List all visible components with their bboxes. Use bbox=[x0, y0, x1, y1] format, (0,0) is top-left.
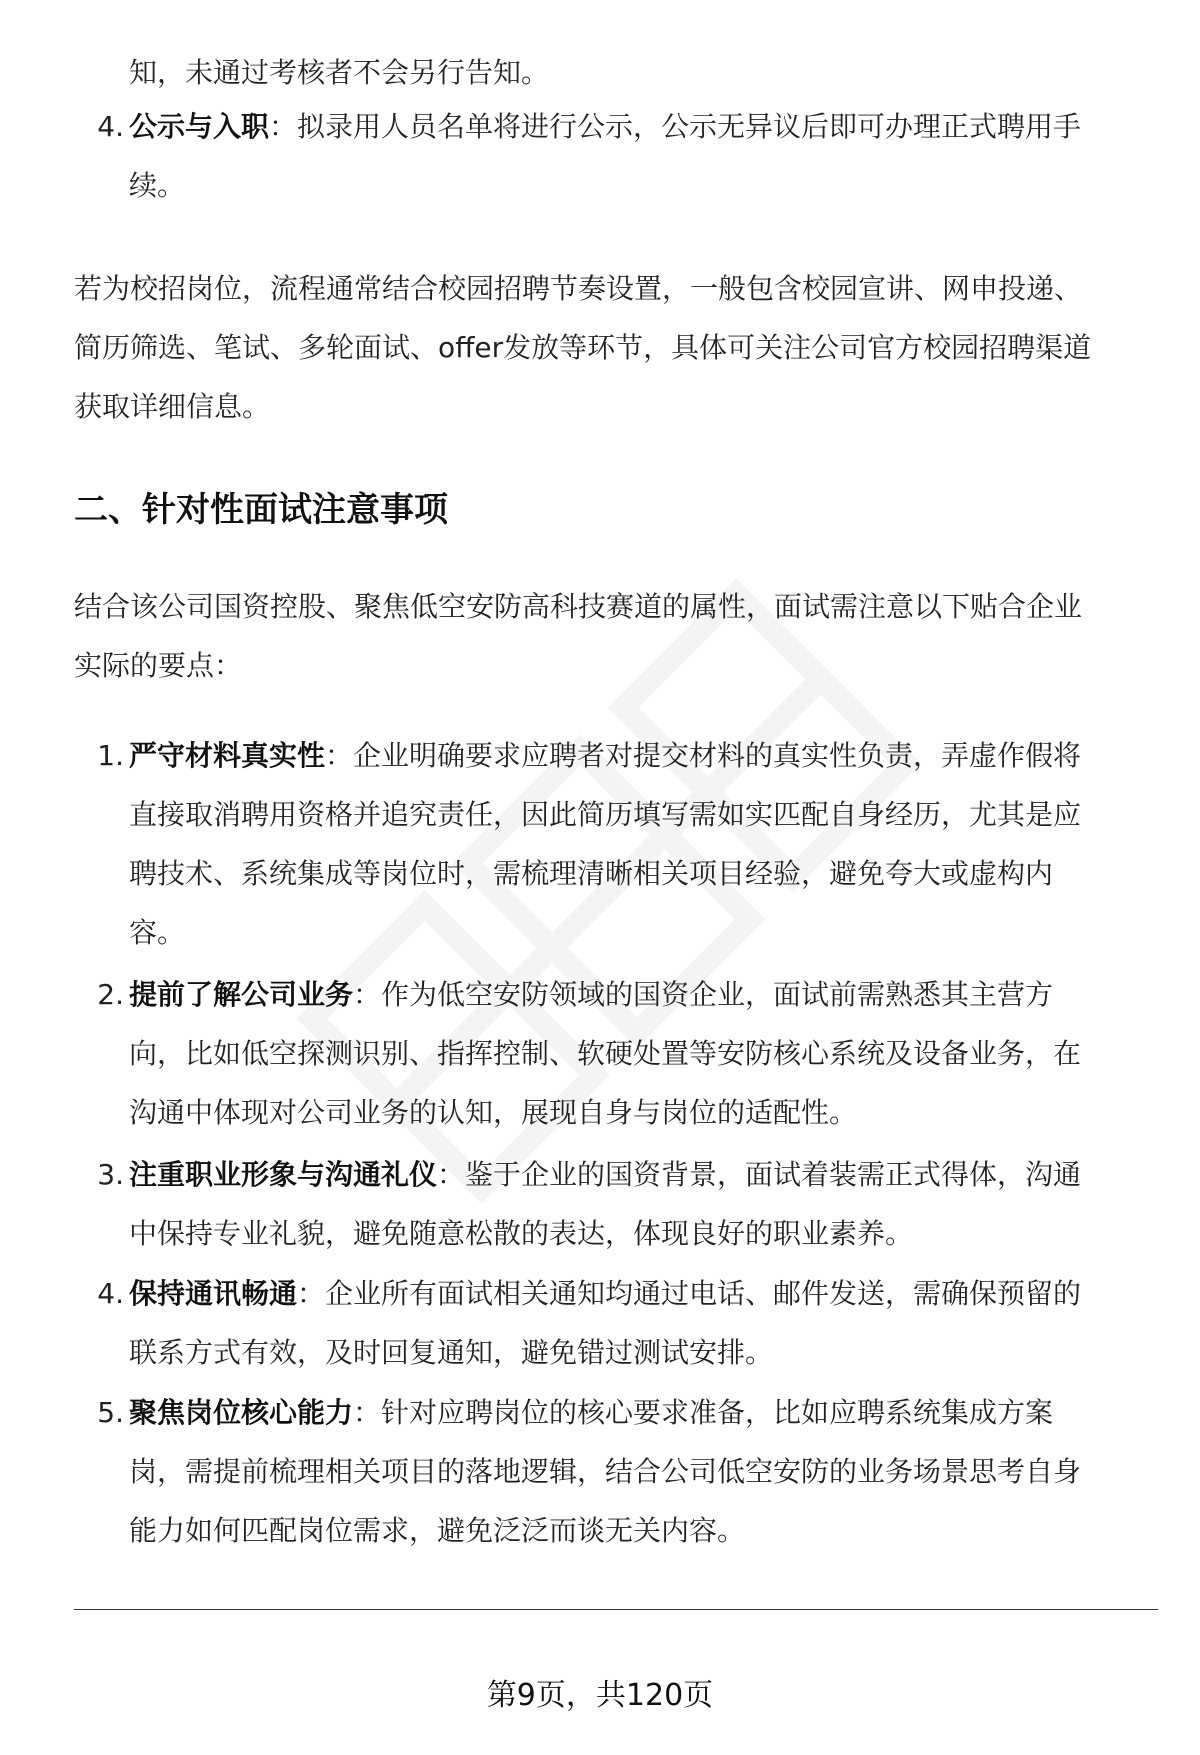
paragraph-line: 简历筛选、笔试、多轮面试、offer发放等环节，具体可关注公司官方校园招聘渠道 bbox=[74, 331, 1092, 364]
tip-sep: ： bbox=[353, 978, 382, 1011]
campus-paragraph bbox=[74, 259, 1158, 436]
list-line-2: 续。 bbox=[129, 169, 186, 202]
footer-divider bbox=[74, 1609, 1158, 1610]
tip-text: 企业明确要求应聘者对提交材料的真实性负责，弄虚作假将 bbox=[353, 739, 1082, 772]
list-line: 容。 bbox=[129, 916, 186, 949]
list-line bbox=[129, 1145, 1149, 1204]
list-number: 4. bbox=[97, 1277, 124, 1310]
list-line: 沟通中体现对公司业务的认知，展现自身与岗位的适配性。 bbox=[129, 1096, 858, 1129]
tip-sep: ： bbox=[325, 739, 354, 772]
list-line bbox=[129, 726, 1149, 785]
list-line-1 bbox=[129, 97, 1149, 156]
tip-title: 聚焦岗位核心能力 bbox=[129, 1396, 354, 1429]
tip-text: 作为低空安防领域的国资企业，面试前需熟悉其主营方 bbox=[381, 978, 1054, 1011]
tip-title: 提前了解公司业务 bbox=[129, 978, 354, 1011]
list-body bbox=[129, 1145, 1149, 1263]
tip-text: 针对应聘岗位的核心要求准备，比如应聘系统集成方案 bbox=[381, 1396, 1054, 1429]
list-body bbox=[129, 1383, 1149, 1560]
tip-title: 保持通讯畅通 bbox=[129, 1277, 298, 1310]
page-number: 第9页，共120页 bbox=[486, 1678, 714, 1713]
list-body bbox=[129, 1264, 1149, 1382]
section-heading: 二、针对性面试注意事项 bbox=[74, 490, 448, 530]
paragraph-line: 若为校招岗位，流程通常结合校园招聘节奏设置，一般包含校园宣讲、网申投递、 bbox=[74, 272, 1083, 305]
list-line: 中保持专业礼貌，避免随意松散的表达，体现良好的职业素养。 bbox=[129, 1217, 914, 1250]
paragraph-line: 获取详细信息。 bbox=[74, 390, 271, 423]
list-body bbox=[129, 965, 1149, 1142]
list-line bbox=[129, 1264, 1149, 1323]
tip-sep: ： bbox=[297, 1277, 326, 1310]
list-line: 聘技术、系统集成等岗位时，需梳理清晰相关项目经验，避免夸大或虚构内 bbox=[129, 857, 1054, 890]
list-line: 直接取消聘用资格并追究责任，因此简历填写需如实匹配自身经历，尤其是应 bbox=[129, 798, 1082, 831]
tip-text: 企业所有面试相关通知均通过电话、邮件发送，需确保预留的 bbox=[325, 1277, 1082, 1310]
item-text: 拟录用人员名单将进行公示，公示无异议后即可办理正式聘用手 bbox=[297, 110, 1082, 143]
item-sep: ： bbox=[269, 110, 298, 143]
paragraph-line: 实际的要点： bbox=[74, 649, 243, 682]
tip-title: 严守材料真实性 bbox=[129, 739, 326, 772]
list-line: 联系方式有效，及时回复通知，避免错过测试安排。 bbox=[129, 1336, 774, 1369]
list-number: 3. bbox=[97, 1158, 124, 1191]
paragraph-line: 结合该公司国资控股、聚焦低空安防高科技赛道的属性，面试需注意以下贴合企业 bbox=[74, 590, 1083, 623]
tip-text: 鉴于企业的国资背景，面试着装需正式得体，沟通 bbox=[465, 1158, 1082, 1191]
list-number: 5. bbox=[97, 1396, 124, 1429]
list-number: 2. bbox=[97, 978, 124, 1011]
intro-paragraph bbox=[74, 577, 1158, 695]
list-number: 4. bbox=[97, 110, 124, 143]
list-body bbox=[129, 97, 1149, 215]
list-line bbox=[129, 965, 1149, 1024]
tip-sep: ： bbox=[437, 1158, 466, 1191]
list-line: 向，比如低空探测识别、指挥控制、软硬处置等安防核心系统及设备业务，在 bbox=[129, 1037, 1082, 1070]
item-title: 公示与入职 bbox=[129, 110, 270, 143]
list-line: 岗，需提前梳理相关项目的落地逻辑，结合公司低空安防的业务场景思考自身 bbox=[129, 1455, 1082, 1488]
list-number: 1. bbox=[97, 739, 124, 772]
list-line: 能力如何匹配岗位需求，避免泛泛而谈无关内容。 bbox=[129, 1514, 746, 1547]
list-line bbox=[129, 1383, 1149, 1442]
continued-text: 知，未通过考核者不会另行告知。 bbox=[129, 56, 550, 89]
tip-sep: ： bbox=[353, 1396, 382, 1429]
tip-title: 注重职业形象与沟通礼仪 bbox=[129, 1158, 438, 1191]
list-body bbox=[129, 726, 1149, 962]
